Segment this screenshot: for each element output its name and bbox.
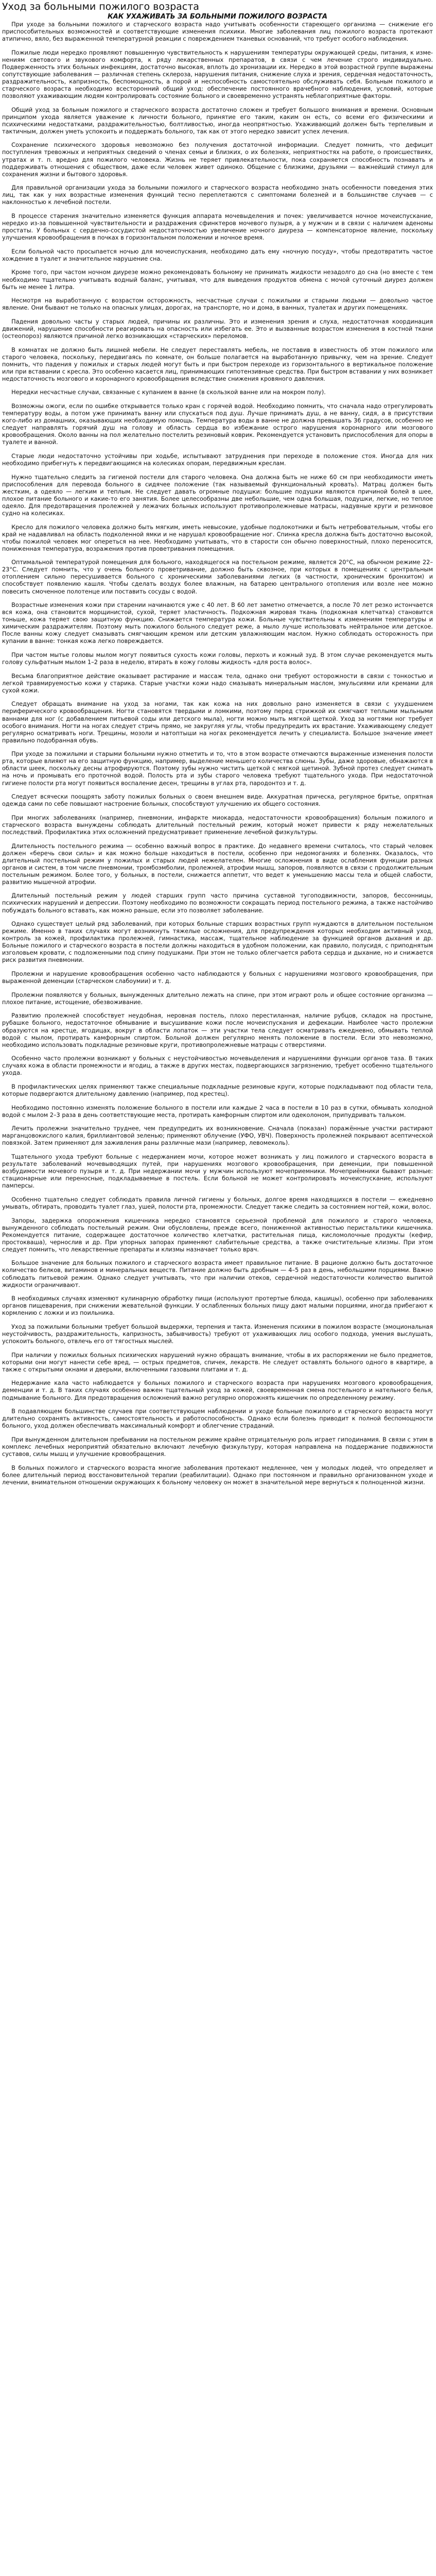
article-paragraph: Запоры, задержка опорожнения кишечника нередко становятся серьезной проблемой для пожилого и старого человека, вынужденного соблюдать постельный режим. Они обусловлены, прежде всего, пониженной активностью перистальтики кишечника. Рекомендуется питание, содержащее достаточное количество клетчатки, растительная пища, кисломолочные продукты (кефир, простокваша), чернослив и др. При упорных запорах применяют слабительные средства, а также очистительные клизмы. При этом следует помнить, что лекарственные препараты и клизмы назначает только врач. — [2, 1217, 433, 1253]
article-paragraph: Уход за пожилыми больными требует большой выдержки, терпения и такта. Изменения психики в пожилом возрасте (эмоциональная неустойчивость, раздражительность, капризность, забывчивость) требуют от ухаживающих лиц особого подхода, умения выслушать, успокоить больного, отвлечь его от тягостных мыслей. — [2, 1323, 433, 1345]
article-paragraph: Пролежни появляются у больных, вынужденных длительно лежать на спине, при этом играют роль и общее состояние организма — плохое питание, истощение, обезвоживание. — [2, 991, 433, 1006]
article-paragraph: При уходе за больными пожилого и старческого возраста надо учитывать особенности стареющего организма — снижение его приспособительных возможностей и соответствующие изменения психики. Многие заболевания лиц пожилого возраста протекают атипично, вяло, без выраженной температурной реакции с повреждением тканевых оснований, что требует особого наблюдения. — [2, 21, 433, 43]
article-paragraph: В необходимых случаях изменяют кулинарную обработку пищи (используют протертые блюда, кашицы), особенно при заболеваниях органов пищеварения, при снижении жевательной функции. У ослабленных больных пищу дают малыми порциями, иногда прибегают к кормлению с ложки и из поильника. — [2, 1295, 433, 1317]
article-paragraph: Пролежни и нарушение кровообращения особенно часто наблюдаются у больных с нарушениями мозгового кровообращения, при выраженной деменции (старческом слабоумии) и т. д. — [2, 971, 433, 985]
article-paragraph: Пожилые люди нередко проявляют повышенную чувствительность к нарушениям температуры окружающей среды, питания, к изменениям светового и звукового комфорта, к ряду лекарственных препаратов, в связи с чем лечение строго индивидуально. Подверженность этих больных инфекциям, достаточно высокая, вплоть до хронизации их. Нередко в этой возрастной группе выражены сопутствующие заболевания — различная степень склероза, нарушения питания, снижение слуха и зрения, сердечная недостаточность, раздражительность, капризность, беспомощность, а порой и неспособность самостоятельно обслуживать себя. Больным пожилого и старческого возраста необходимо всесторонний общий уход: обеспечение постоянного врачебного наблюдения, условий, которые позволяют ухаживающим людям контролировать состояние больного и своевременно устранять неблагоприятные факторы. — [2, 49, 433, 100]
article-paragraph: При вынужденном длительном пребывании на постельном режиме крайне отрицательную роль играет гиподинамия. В связи с этим в комплекс лечебных мероприятий обязательно включают лечебную физкультуру, которая направлена на поддержание подвижности суставов, силы мышц и улучшение кровообращения. — [2, 1436, 433, 1458]
article-paragraph: Необходимо постоянно изменять положение больного в постели или каждые 2 часа в постели в 10 раз в сутки, обмывать холодной водой с мылом 2–3 раза в день соответствующие места, протирать камфорным спиртом или одеколоном, припудривать тальком. — [2, 1104, 433, 1118]
article-paragraph: Кроме того, при частом ночном диурезе можно рекомендовать больному не принимать жидкости незадолго до сна (но вместе с тем необходимо тщательно учитывать водный баланс, учитывая, что для выведения продуктов обмена с мочой суточный диурез должен быть не менее 1 литра. — [2, 269, 433, 291]
article-paragraph: Сохранение психического здоровья невозможно без получения достаточной информации. Следует помнить, что дефицит поступления тревожных и неприятных сведений о членах семьи и близких, о их болезнях, неприятностях на работе, о происшествиях, утратах и т. п. вредно для пожилого человека. Жизнь не теряет привлекательности, пока сохраняется способность познавать и поддерживать отношения с обществом, даже если человек живет одиноко. Общение с близкими, друзьями — важнейший стимул для сохранения жизни и бытового здоровья. — [2, 142, 433, 178]
article-title: КАК УХАЖИВАТЬ ЗА БОЛЬНЫМИ ПОЖИЛОГО ВОЗРАСТА — [108, 13, 327, 21]
article-body — [2, 21, 433, 1486]
article-paragraph: Тщательного ухода требуют больные с недержанием мочи, которое может возникать у лиц пожилого и старческого возраста в результате заболеваний мочевыводящих путей, при нарушениях мозгового кровообращения, при деменции, при повышенной возбудимости мочевого пузыря и т. д. При недержании мочи у мужчин используют мочеприемники. Мочеприёмники бывают разные: стационарные или переносные, подкладываемые в постель. Если больной не может контролировать мочеиспускание, используют памперсы. — [2, 1154, 433, 1190]
article-paragraph: В больных пожилого и старческого возраста многие заболевания протекают медленнее, чем у молодых людей, что определяет и более длительный период восстановительной терапии (реабилитации). Однако при постоянном и правильно организованном уходе и лечении, внимательном отношении окружающих к больному человеку он может в значительной мере вернуться к полноценной жизни. — [2, 1464, 433, 1486]
article-paragraph: Возможны ожоги, если по ошибке открывается только кран с горячей водой. Необходимо помнить, что сначала надо отрегулировать температуру воды, а потом уже принимать ванну или спускаться под душ. Лучше принимать душ, а не ванну, сидя, а в присутствии кого-либо из домашних, оказывающих необходимую помощь. Температура воды в ванне не должна превышать 36 градусов, особенно не следует направлять горячий душ на голову и область сердца во избежание острого нарушения коронарного или мозгового кровообращения. Около ванны на пол желательно постелить резиновый коврик. Рекомендуется установить приспособления для опоры в туалете и ванной. — [2, 403, 433, 446]
article-paragraph: Нужно тщательно следить за гигиеной постели для старого человека. Она должна быть не ниже 60 см при необходимости иметь приспособления для перевода больного в сидячее положение (так называемый функциональный кровать). Матрац должен быть жестким, а одеяло — легким и теплым. Не следует давать огромные подушки: большие подушки являются причиной болей в шее, плохое питание больного и какие-то его занятия. Более целесообразны две небольшие, чем одна большая, подушки, легкие, но теплое одеяло. Для предотвращения пролежней у лежачих больных используют противопролежневые матрасы, надувные круги и резиновое судно на колесиках. — [2, 473, 433, 517]
article-paragraph: Кресло для пожилого человека должно быть мягким, иметь невысокие, удобные подлокотники и быть нетребовательным, чтобы его край не надавливал на область подколенной ямки и не нарушал кровообращение ног. Спинка кресла должна быть достаточно высокой, чтобы пожилой человек мог опереться на нее. Необходимо учитывать, что в старости сон обычно поверхностный, плохо переносится, пониженная температура, возражения против проветривания помещения. — [2, 523, 433, 552]
article-paragraph: В комнатах не должно быть лишней мебели. Не следует переставлять мебель, не поставив в известность об этом пожилого или старого человека, поскольку, передвигаясь по комнате, он больше полагается на выработанную привычку, чем на зрение. Следует помнить, что падения у пожилых и старых людей могут быть и при быстром переходе из горизонтального в вертикальное положение или при вставании с кресла. Это особенно касается лиц, принимающих гипотензивные средства. При быстром вставании у них возникает недостаточность мозгового и коронарного кровообращения вследствие снижения кровяного давления. — [2, 346, 433, 382]
article-paragraph: Оптимальной температурой помещения для больного, находящегося на постельном режиме, является 20°С, на обычном режиме 22–23°С. Следует помнить, что у очень больного проветривание, должно быть сквозное, при которых в помещениях с центральным отоплением сильно пересушивается больного с хроническими заболеваниями легких (в частности, хроническим бронхитом) и способствует появлению кашля. Чтобы сделать воздух более влажным, на батарею центрального отопления или возле нее можно повесить смоченное полотенце или поставить сосуды с водой. — [2, 559, 433, 595]
article-paragraph: Если больной часто просыпается ночью для мочеиспускания, необходимо дать ему «ночную посуду», чтобы предотвратить частое хождение в туалет и значительное нарушение сна. — [2, 248, 433, 262]
article-paragraph: В подавляющем большинстве случаев при соответствующем наблюдении и уходе больные пожилого и старческого возраста могут длительно сохранять активность, самостоятельность и работоспособность. Однако если болезнь приводит к полной беспомощности больного, уход должен обеспечивать максимальный комфорт и облегчение страданий. — [2, 1408, 433, 1430]
article-paragraph: В профилактических целях применяют также специальные подкладные резиновые круги, которые подкладывают под области тела, которые подвергаются длительному давлению (например, под крестец). — [2, 1083, 433, 1098]
article-paragraph: Длительный постельный режим у людей старших групп часто причина суставной тугоподвижности, запоров, бессонницы, психических нарушений и депрессии. Поэтому необходимо по возможности сокращать период постельного режима, а также настойчиво побуждать больного вставать, как можно раньше, если это позволяет заболевание. — [2, 892, 433, 914]
article-paragraph: Старые люди недостаточно устойчивы при ходьбе, испытывают затруднения при переходе в положение стоя. Иногда для них необходимо прибегнуть к передвигающимся на колесиках опорам, передвижным креслам. — [2, 452, 433, 467]
article-paragraph: Большое значение для больных пожилого и старческого возраста имеет правильное питание. В рационе должно быть достаточное количество белков, витаминов и минеральных веществ. Питание должно быть дробным — 4–5 раз в день, небольшими порциями. Важно соблюдать питьевой режим. Однако следует учитывать, что при наличии отеков, сердечной недостаточности количество выпитой жидкости ограничивают. — [2, 1260, 433, 1289]
article-paragraph: Нередки несчастные случаи, связанные с купанием в ванне (в скользкой ванне или на мокром полу). — [11, 389, 326, 396]
article-paragraph: Общий уход за больным пожилого и старческого возраста достаточно сложен и требует большого внимания и времени. Основным принципом ухода является уважение к личности больного, принятие его таким, каким он есть, со всеми его физическими и психическими недостатками, раздражительностью, болтливостью, иногда неопрятностью. Ухаживающий должен быть терпеливым и тактичным, должен уметь успокоить и поддержать больного, так как от этого нередко зависит успех лечения. — [2, 106, 433, 135]
article-paragraph: При многих заболеваниях (например, пневмонии, инфаркте миокарда, недостаточности кровообращения) больным пожилого и старческого возраста вынуждены соблюдать длительный постельный режим, который может привести к ряду нежелательных последствий. Профилактика этих осложнений предусматривает применение лечебной физкультуры. — [2, 814, 433, 836]
article-paragraph: Следует всячески поощрять заботу пожилых больных о своем внешнем виде. Аккуратная прическа, регулярное бритье, опрятная одежда сами по себе повышают настроение больных, способствуют улучшению их общего состояния. — [2, 793, 433, 808]
article-paragraph: Лечить пролежни значительно труднее, чем предупредить их возникновение. Сначала (показан) поражённые участки растирают марганцовокислого калия, бриллиантовой зеленью; применяют облучение (УФО, УВЧ). Поверхность пролежней покрывают асептической повязкой. Затем применяют для заживления раны различные мази (например, левомеколь). — [2, 1125, 433, 1147]
article-paragraph: Возрастные изменения кожи при старении начинаются уже с 40 лет. В 60 лет заметно отмечается, а после 70 лет резко истончается вся кожа, она становится морщинистой, сухой, теряет эластичность. Подкожная жировая ткань (подкожная клетчатка) становится тоньше, кожа теряет свою защитную функцию. Снижается температура кожи. Больные чувствительны к изменениям температуры и химическим раздражителям. Поэтому мыть пожилого больного следует реже, а мыло лучше использовать нейтральное или детское. После ванны кожу следует смазывать смягчающим кремом или детским увлажняющим маслом. Нужно соблюдать осторожность при купании в ванне: тонкая кожа легко повреждается. — [2, 602, 433, 645]
article-paragraph: Весьма благоприятное действие оказывает растирание и массаж тела, однако они требуют осторожности в связи с тонкостью и легкой травмируемостью кожи у старика. Старые участки кожи надо смазывать минеральным маслом, эмульсиями или кремами для сухой кожи. — [2, 672, 433, 694]
article-paragraph: Длительность постельного режима — особенно важный вопрос в практике. До недавнего времени считалось, что старый человек должен «беречь свои силы» и как можно больше находиться в постели, особенно при недомоганиях и болезнях. Оказалось, что длительный постельный режим у пожилых и старых людей нежелателен. Многие осложнения в виде ослабления функции разных органов и систем, в том числе пневмонии, тромбоэмболии, пролежней, атрофии мышц, запоров, появляются в связи с продолжительным постельным режимом. Более того, у больных, в постели, снижается аппетит, что ведет к уменьшению массы тела и общей слабости, развитию мышечной атрофии. — [2, 842, 433, 886]
article-paragraph: При наличии у пожилых больных психических нарушений нужно обращать внимание, чтобы в их распоряжении не было предметов, которыми они могут нанести себе вред, — острых предметов, спичек, лекарств. Не следует оставлять больного одного в квартире, а также с открытыми окнами и дверьми, включенными газовыми плитами и т. д. — [2, 1351, 433, 1373]
article-paragraph: Особенно тщательно следует соблюдать правила личной гигиены у больных, долгое время находящихся в постели — ежедневно умывать, обтирать, проводить туалет глаз, ушей, полости рта, промежности. Следует также следить за состоянием ногтей, кожи, волос. — [2, 1196, 433, 1210]
article-paragraph: При уходе за пожилыми и старыми больными нужно отметить и то, что в этом возрасте отмечаются выраженные изменения полости рта, которые влияют на его защитную функцию, например, выделение меньшего количества слюны. Зубы, даже здоровые, обнажаются в области шеек, поскольку десны атрофируются. Поэтому зубы нужно чистить щеткой с мягкой щетиной. Зубной протез следует снимать на ночь и промывать его проточной водой. Полость рта и зубы старого человека требуют тщательного ухода. При недостаточной гигиене полости рта могут появиться воспаление десен, трещины в углах рта, пародонтоз и т. д. — [2, 751, 433, 787]
site-title: Уход за больными пожилого возраста — [2, 1, 199, 12]
article-paragraph: Падения довольно часты у старых людей, причины их различны. Это и изменения зрения и слуха, недостаточная координация движений, нарушение способности реагировать на опасность или избегать ее. Это и вызванные возрастом изменения в костной ткани (остеопороз) являются причиной легко возникающих «старческих» переломов. — [2, 318, 433, 340]
article-paragraph: Однако существует целый ряд заболеваний, при которых больные старших возрастных групп нуждаются в длительном постельном режиме. Именно в таких случаях могут возникнуть тяжелые осложнения, для предупреждения которых необходим активный уход, контроль за кожей, профилактика пролежней, гимнастика, массаж, тщательное наблюдение за функцией органов дыхания и др. Больные пожилого и старческого возраста в постели должны находиться в удобном положении, как правило, полусидя, с приподнятым изголовьем кровати, с подложенными под спину подушками. При этом не только облегчается работа сердца и дыхание, но и снижается риск развития пневмонии. — [2, 921, 433, 964]
article-paragraph: Развитию пролежней способствует неудобная, неровная постель, плохо перестиланная, наличие рубцов, складок на простыне, рубашке больного, недостаточное обмывание и высушивание кожи после мочеиспускания и дефекации. Наиболее часто пролежни образуются на крестце, ягодицах, вокруг в области лопаток — эти участки тела следует осматривать ежедневно, обмывать теплой водой с мылом, протирать камфорным спиртом. Больной должен регулярно менять положение в постели. Если это невозможно, необходимо использовать подкладные резиновые круги, противопролежневые матрацы с отверстиями. — [2, 1012, 433, 1048]
article-paragraph: Особенно часто пролежни возникают у больных с неустойчивостью мочевыделения и нарушениями функции органов таза. В таких случаях кожа в области промежности и ягодиц, а также в других местах, подвергающихся загрязнению, требует особенно тщательного ухода. — [2, 1055, 433, 1077]
article-paragraph: Несмотря на выработанную с возрастом осторожность, несчастные случаи с пожилыми и старыми людьми — довольно частое явление. Они бывают не только на опасных улицах, дорогах, на транспорте, но и дома, в ванных, туалетах и других помещениях. — [2, 297, 433, 312]
article-paragraph: Недержание кала часто наблюдается у больных пожилого и старческого возраста при нарушениях мозгового кровообращения, деменции и т. д. В таких случаях особенно важен тщательный уход за кожей, своевременная смена постельного и нательного белья, подмывание больного. Для предотвращения осложнений важно регулярно опорожнять кишечник по определенному режиму. — [2, 1380, 433, 1401]
article-paragraph: При частом мытье головы мылом могут появиться сухость кожи головы, перхоть и кожный зуд. В этом случае рекомендуется мыть голову сульфатным мылом 1–2 раза в неделю, втирать в кожу головы жидкость «для роста волос». — [2, 652, 433, 666]
article-paragraph: В процессе старения значительно изменяется функция аппарата мочевыделения и почек: увеличивается ночное мочеиспускание, нередко из-за повышенной чувствительности и раздражения сфинктеров мочевого пузыря, а у мужчин и в связи с наличием аденомы простаты. У больных с сердечно-сосудистой недостаточностью увеличение ночного диуреза — компенсаторное явление, поскольку улучшения кровообращения в почках в горизонтальном положении и ночное время. — [2, 213, 433, 242]
article-paragraph: Для правильной организации ухода за больными пожилого и старческого возраста необходимо знать особенности поведения этих лиц, так как у них возрастные изменения функций тесно переплетаются с симптомами болезней и в большинстве случаев — с наклонностью к лечебной постели. — [2, 184, 433, 206]
article-paragraph: Следует обращать внимание на уход за ногами, так как кожа на них довольно рано изменяется в связи с ухудшением периферического кровообращения. Ногти становятся твердыми и ломкими, поэтому перед стрижкой их смягчают теплыми мыльными ваннами для ног (с добавлением питьевой соды или детского мыла), ногти можно мыть мягкой щеткой. Уход за ногтями ног требует особого внимания. Ногти на ногах следует стричь прямо, не закругляя углы, чтобы предупредить их врастание. Ухаживающему следует регулярно осматривать ноги. Трещины, мозоли и натоптыши на ногах рекомендуется лечить у специалиста. Большое значение имеет правильно подобранная обувь. — [2, 701, 433, 744]
